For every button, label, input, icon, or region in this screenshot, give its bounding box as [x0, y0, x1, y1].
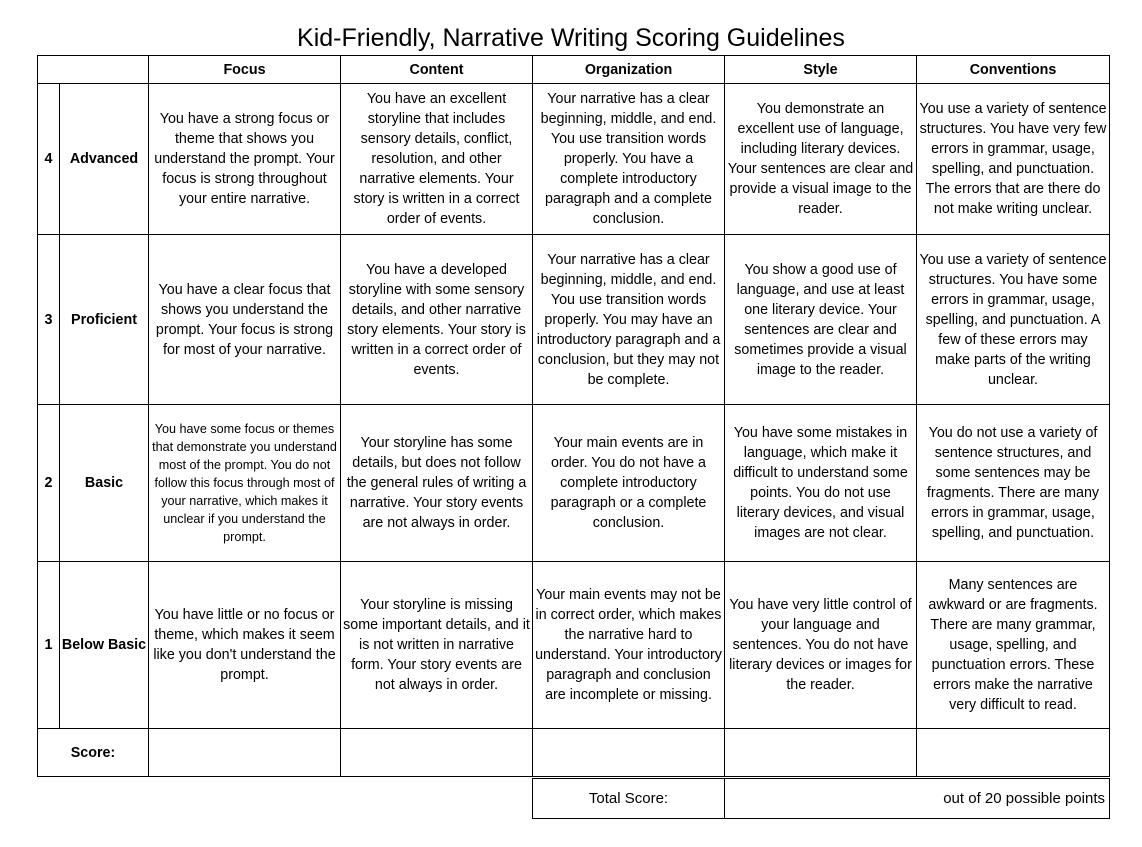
total-score-label: Total Score:	[533, 779, 725, 819]
total-score-table	[532, 778, 1110, 819]
level-name: Below Basic	[60, 562, 149, 729]
score-content-field[interactable]	[341, 729, 533, 777]
score-conventions-field[interactable]	[917, 729, 1110, 777]
conventions-cell: You use a variety of sentence structures. You have very few errors in grammar, usage, spelling, and punctuation. The errors that are there do not make writing unclear.	[917, 84, 1110, 235]
level-number: 3	[38, 235, 60, 405]
page-title: Kid-Friendly, Narrative Writing Scoring Guidelines	[297, 24, 845, 52]
table-row	[38, 562, 1110, 729]
organization-cell: Your narrative has a clear beginning, middle, and end. You use transition words properly. You may have an introductory paragraph and a conclusion, but they may not be complete.	[533, 235, 725, 405]
header-style: Style	[725, 56, 917, 84]
organization-cell: Your main events are in order. You do not have a complete introductory paragraph or a complete conclusion.	[533, 405, 725, 562]
focus-cell: You have some focus or themes that demonstrate you understand most of the prompt. You do not follow this focus through most of your narrative, which makes it unclear if you understand the prompt.	[149, 405, 341, 562]
total-score-field[interactable]: out of 20 possible points	[725, 779, 1110, 819]
style-cell: You have some mistakes in language, which make it difficult to understand some points. You do not use literary devices, and visual images are not clear.	[725, 405, 917, 562]
score-label: Score:	[38, 729, 149, 777]
header-focus: Focus	[149, 56, 341, 84]
style-cell: You have very little control of your language and sentences. You do not have literary devices or images for the reader.	[725, 562, 917, 729]
header-conventions: Conventions	[917, 56, 1110, 84]
score-row	[38, 729, 1110, 777]
content-cell: You have a developed storyline with some sensory details, and other narrative story elements. Your story is written in a correct order of events.	[341, 235, 533, 405]
header-row	[38, 56, 1110, 84]
table-row	[38, 405, 1110, 562]
organization-cell: Your main events may not be in correct order, which makes the narrative hard to understand. Your introductory paragraph and conclusion are incomplete or missing.	[533, 562, 725, 729]
level-number: 2	[38, 405, 60, 562]
style-cell: You show a good use of language, and use at least one literary device. Your sentences are clear and sometimes provide a visual image to the reader.	[725, 235, 917, 405]
conventions-cell: Many sentences are awkward or are fragments. There are many grammar, usage, spelling, and punctuation errors. These errors make the narrative very difficult to read.	[917, 562, 1110, 729]
level-number: 1	[38, 562, 60, 729]
focus-cell: You have little or no focus or theme, which makes it seem like you don't understand the prompt.	[149, 562, 341, 729]
header-content: Content	[341, 56, 533, 84]
focus-cell: You have a clear focus that shows you understand the prompt. Your focus is strong for most of your narrative.	[149, 235, 341, 405]
conventions-cell: You do not use a variety of sentence structures, and some sentences may be fragments. There are many errors in grammar, usage, spelling, and punctuation.	[917, 405, 1110, 562]
style-cell: You demonstrate an excellent use of language, including literary devices. Your sentences are clear and provide a visual image to the reader.	[725, 84, 917, 235]
organization-cell: Your narrative has a clear beginning, middle, and end. You use transition words properly. You have a complete introductory paragraph and a complete conclusion.	[533, 84, 725, 235]
table-row	[38, 84, 1110, 235]
content-cell: You have an excellent storyline that includes sensory details, conflict, resolution, and other narrative elements. Your story is written in a correct order of events.	[341, 84, 533, 235]
rubric-table	[37, 55, 1110, 777]
level-name: Proficient	[60, 235, 149, 405]
header-corner	[38, 56, 149, 84]
header-organization: Organization	[533, 56, 725, 84]
content-cell: Your storyline has some details, but does not follow the general rules of writing a narrative. Your story events are not always in order.	[341, 405, 533, 562]
conventions-cell: You use a variety of sentence structures. You have some errors in grammar, usage, spelling, and punctuation. A few of these errors may make parts of the writing unclear.	[917, 235, 1110, 405]
focus-cell: You have a strong focus or theme that shows you understand the prompt. Your focus is strong throughout your entire narrative.	[149, 84, 341, 235]
score-organization-field[interactable]	[533, 729, 725, 777]
level-name: Advanced	[60, 84, 149, 235]
score-style-field[interactable]	[725, 729, 917, 777]
content-cell: Your storyline is missing some important details, and it is not written in narrative form. Your story events are not always in order.	[341, 562, 533, 729]
level-name: Basic	[60, 405, 149, 562]
score-focus-field[interactable]	[149, 729, 341, 777]
level-number: 4	[38, 84, 60, 235]
table-row	[38, 235, 1110, 405]
